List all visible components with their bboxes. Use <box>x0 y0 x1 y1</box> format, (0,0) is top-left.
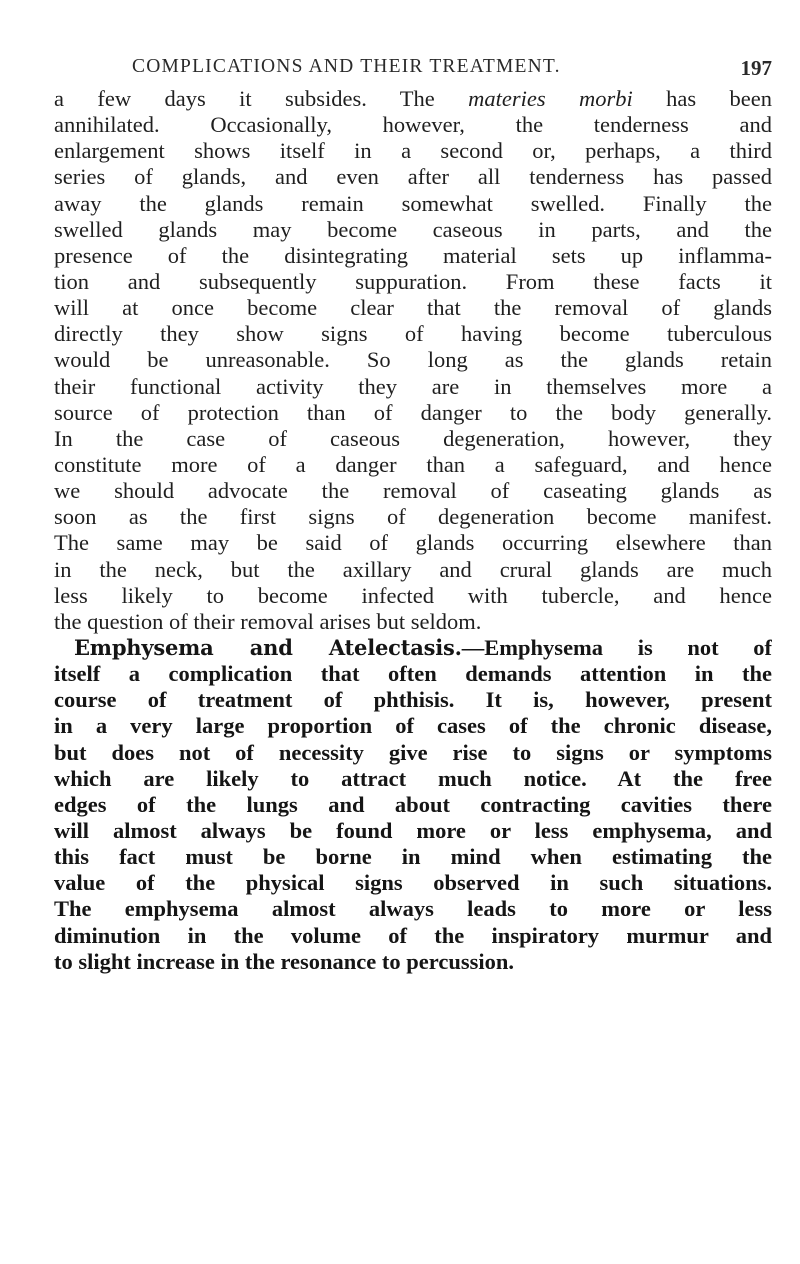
text-line: a few days it subsides. The materies morbi has been <box>54 86 772 111</box>
text-line: the question of their removal arises but seldom. <box>54 608 482 634</box>
section-heading: Emphysema and Atelectasis. <box>74 634 462 660</box>
text-line: constitute more of a danger than a safeguard, and hence <box>54 451 772 477</box>
text-line: enlargement shows itself in a second or, perhaps, a third <box>54 138 772 164</box>
text-line: away the glands remain somewhat swelled. Finally the <box>54 190 772 216</box>
text-line: we should advocate the removal of caseating glands as <box>54 478 772 504</box>
text-line: soon as the first signs of degeneration become manifest. <box>54 504 772 530</box>
text-line: annihilated. Occasionally, however, the tenderness and <box>54 112 772 138</box>
text-line: would be unreasonable. So long as the glands retain <box>54 347 772 373</box>
text-line: source of protection than of danger to the body generally. <box>54 399 772 425</box>
text-line: course of treatment of phthisis. It is, however, present <box>54 687 772 713</box>
text-line: In the case of caseous degeneration, however, they <box>54 425 772 451</box>
text-line: itself a complication that often demands attention in the <box>54 661 772 687</box>
text-line <box>54 635 772 661</box>
text-line: directly they show signs of having become tuberculous <box>54 321 772 347</box>
text-line: edges of the lungs and about contracting cavities there <box>54 791 772 817</box>
text-line: their functional activity they are in themselves more a <box>54 373 772 399</box>
text-line: The same may be said of glands occurring elsewhere than <box>54 530 772 556</box>
text-line: diminution in the volume of the inspiratory murmur and <box>54 922 772 948</box>
text-line: value of the physical signs observed in such situations. <box>54 870 772 896</box>
text-line: in the neck, but the axillary and crural glands are much <box>54 556 772 582</box>
text-line: The emphysema almost always leads to more or less <box>54 896 772 922</box>
text-line: but does not of necessity give rise to signs or symptoms <box>54 739 772 765</box>
text-line: less likely to become infected with tubercle, and hence <box>54 582 772 608</box>
heading-continuation: —Emphysema is not of <box>461 634 772 660</box>
body-text <box>54 86 772 975</box>
paragraph-continuation <box>54 86 772 635</box>
text-line: tion and subsequently suppuration. From these facts it <box>54 268 772 294</box>
text-line: series of glands, and even after all tenderness has passed <box>54 164 772 190</box>
text-line: to slight increase in the resonance to percussion. <box>54 948 514 974</box>
paragraph-emphysema <box>54 635 772 975</box>
running-head <box>54 56 772 86</box>
text-line: this fact must be borne in mind when estimating the <box>54 844 772 870</box>
page-number: 197 <box>740 56 772 80</box>
text-line: presence of the disintegrating material sets up inflamma- <box>54 242 772 268</box>
text-line: swelled glands may become caseous in parts, and the <box>54 216 772 242</box>
italic-term: materies morbi <box>468 86 633 111</box>
text-line: which are likely to attract much notice. At the free <box>54 765 772 791</box>
running-head-title: COMPLICATIONS AND THEIR TREATMENT. <box>132 56 561 77</box>
text-line: will at once become clear that the removal of glands <box>54 295 772 321</box>
text-line: will almost always be found more or less emphysema, and <box>54 817 772 843</box>
text-line: in a very large proportion of cases of the chronic disease, <box>54 713 772 739</box>
